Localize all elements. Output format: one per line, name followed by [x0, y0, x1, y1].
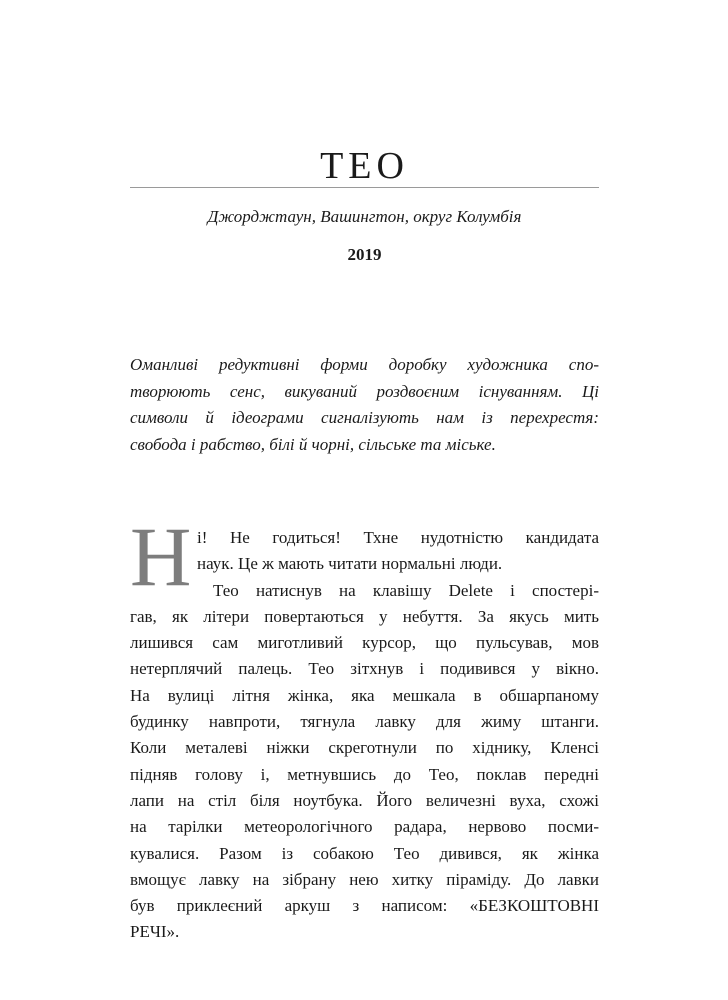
body-line: кувалися. Разом із собакою Тео дивився, як жінка [130, 843, 599, 863]
body-line: вмощує лавку на зібрану нею хитку піраміду. До лавки [130, 869, 599, 889]
chapter-title: ТЕО [320, 145, 409, 187]
epigraph [130, 352, 599, 458]
body-line: гав, як літери повертаються у небуття. За якусь мить [130, 606, 599, 626]
chapter-location: Джорджтаун, Вашингтон, округ Колумбія [207, 207, 522, 226]
body-text [130, 525, 599, 946]
body-line: лишився сам миготливий курсор, що пульсував, мов [130, 633, 599, 653]
body-line: наук. Це ж мають читати нормальні люди. [197, 554, 503, 574]
body-line: і! Не годиться! Тхне нудотністю кандидата [197, 528, 599, 547]
body-line: Тео натиснув на клавішу Delete і спостері- [213, 580, 599, 600]
epigraph-line: Оманливі редуктивні форми доробку художника спо- [130, 355, 599, 374]
body-line: будинку навпроти, тягнула лавку для жиму штанги. [130, 712, 599, 732]
title-divider [130, 187, 599, 188]
body-line: був приклеєний аркуш з написом: «БЕЗКОШТОВНІ [130, 896, 599, 916]
body-line: на тарілки метеорологічного радара, нервово посми- [130, 817, 599, 837]
body-line: РЕЧІ». [130, 922, 180, 942]
body-line: На вулиці літня жінка, яка мешкала в обшарпаному [130, 685, 599, 705]
body-line: нетерплячий палець. Тео зітхнув і подивився у вікно. [130, 659, 599, 679]
body-line: Коли металеві ніжки скреготнули по хіднику, Кленсі [130, 738, 599, 758]
epigraph-line: символи й ідеограми сигналізують нам із перехрестя: [130, 408, 599, 427]
drop-cap-letter: Н [130, 510, 192, 604]
epigraph-line: свобода і рабство, білі й чорні, сільське та міське. [130, 434, 496, 454]
epigraph-line: творюють сенс, викуваний роздвоєним існуванням. Ці [130, 381, 599, 401]
body-line: підняв голову і, метнувшись до Тео, поклав передні [130, 764, 599, 784]
chapter-year: 2019 [347, 245, 382, 264]
body-line: лапи на стіл біля ноутбука. Його величезні вуха, схожі [130, 790, 599, 810]
